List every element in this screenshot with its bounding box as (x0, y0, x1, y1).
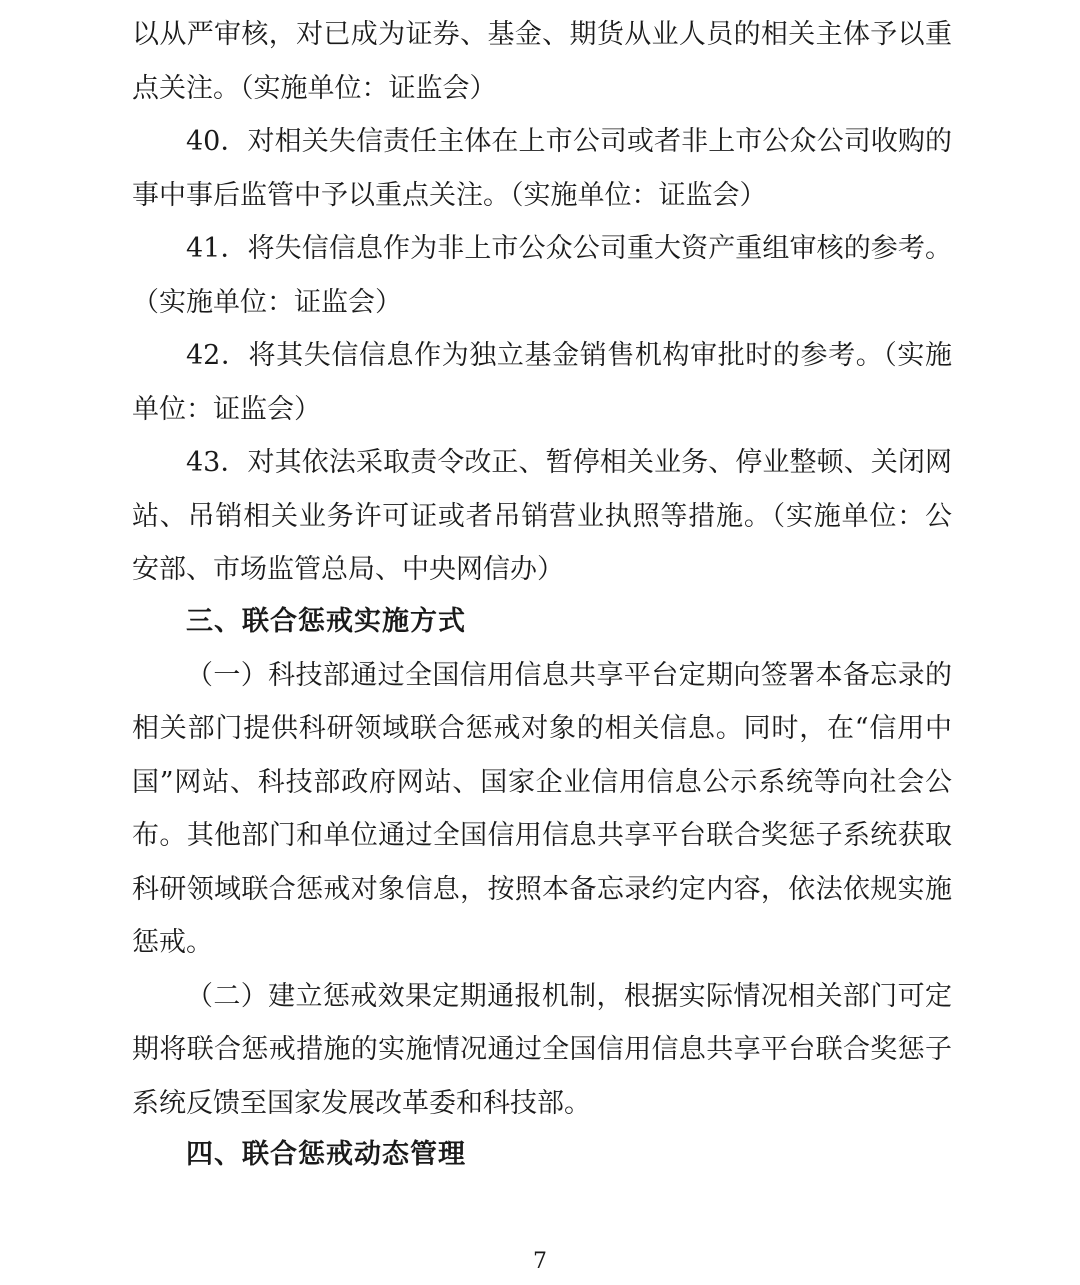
page-number: 7 (533, 1249, 547, 1274)
paragraph-1-line: （一）科技部通过全国信用信息共享平台定期向签署本备忘录的 (186, 660, 952, 691)
text-line: 站、吊销相关业务许可证或者吊销营业执照等措施。（实施单位：公 (132, 501, 952, 532)
text-line: 单位：证监会） (132, 394, 321, 425)
text-line: 点关注。（实施单位：证监会） (132, 73, 497, 104)
text-line: 安部、市场监管总局、中央网信办） (132, 554, 564, 585)
text-line: 事中事后监管中予以重点关注。（实施单位：证监会） (132, 180, 767, 211)
item-42-line: 42．将其失信信息作为独立基金销售机构审批时的参考。（实施 (186, 340, 952, 371)
text-line: 科研领域联合惩戒对象信息，按照本备忘录约定内容，依法依规实施 (132, 874, 952, 905)
text-line: 惩戒。 (132, 927, 213, 958)
section-heading-4: 四、联合惩戒动态管理 (186, 1139, 466, 1170)
paragraph-2-line: （二）建立惩戒效果定期通报机制，根据实际情况相关部门可定 (186, 981, 952, 1012)
text-line: 以从严审核，对已成为证券、基金、期货从业人员的相关主体予以重 (132, 19, 952, 50)
text-line: 布。其他部门和单位通过全国信用信息共享平台联合奖惩子系统获取 (132, 820, 952, 851)
item-40-line: 40．对相关失信责任主体在上市公司或者非上市公众公司收购的 (186, 126, 952, 157)
section-heading-3: 三、联合惩戒实施方式 (186, 606, 466, 637)
text-line: 国”网站、科技部政府网站、国家企业信用信息公示系统等向社会公 (132, 767, 952, 798)
text-line: 系统反馈至国家发展改革委和科技部。 (132, 1088, 591, 1119)
text-line: 期将联合惩戒措施的实施情况通过全国信用信息共享平台联合奖惩子 (132, 1034, 952, 1065)
text-line: （实施单位：证监会） (132, 287, 402, 318)
item-41-line: 41．将失信信息作为非上市公众公司重大资产重组审核的参考。 (186, 233, 952, 264)
item-43-line: 43．对其依法采取责令改正、暂停相关业务、停业整顿、关闭网 (186, 447, 952, 478)
text-line: 相关部门提供科研领域联合惩戒对象的相关信息。同时，在“信用中 (132, 713, 952, 744)
